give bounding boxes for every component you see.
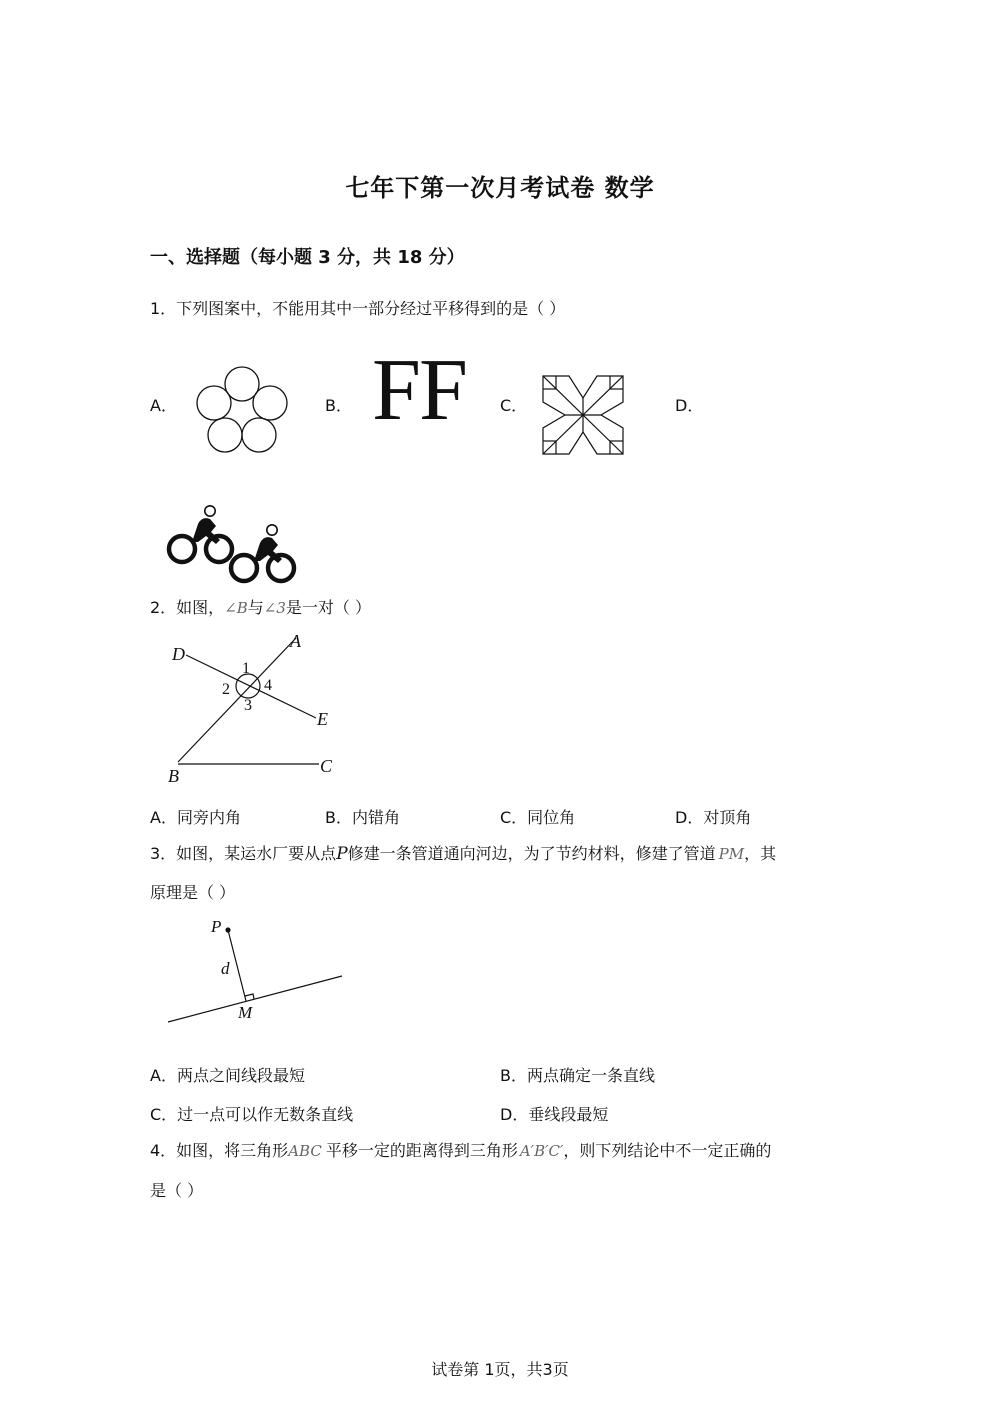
q2-option-c: C．同位角	[500, 808, 576, 827]
point-p: P	[336, 844, 348, 864]
q2-option-d: D．对顶角	[675, 808, 752, 827]
q2-option-a: A．同旁内角	[150, 808, 241, 827]
q2-stem-prefix: 2．如图，	[150, 598, 225, 617]
label-d: D	[172, 644, 185, 664]
ff-letters-figure: FF	[372, 342, 466, 439]
section-heading: 一、选择题（每小题 3 分，共 18 分）	[150, 247, 465, 268]
question-2-stem	[150, 598, 371, 618]
q3-option-d: D．垂线段最短	[500, 1105, 609, 1124]
label-angle-3: 3	[244, 697, 252, 714]
pinwheel-figure	[543, 376, 623, 454]
question-4-stem	[150, 1141, 771, 1161]
q2-option-b: B．内错角	[325, 808, 400, 827]
q4-stem-suffix: ，则下列结论中不一定正确的	[563, 1141, 772, 1160]
q1-option-c-label: C．	[500, 396, 528, 415]
label-c: C	[320, 756, 333, 776]
q3-option-a: A．两点之间线段最短	[150, 1066, 305, 1085]
segment-pm: PM	[718, 845, 745, 863]
label-d-distance: d	[221, 959, 230, 978]
q1-option-a-label: A．	[150, 396, 177, 415]
q2-stem-middle: 与	[247, 598, 264, 617]
cyclists-figure	[164, 502, 296, 584]
question-4-stem-line2: 是（ ）	[150, 1181, 204, 1200]
q1-option-d-label: D．	[675, 396, 704, 415]
five-circles-figure	[190, 364, 294, 456]
label-angle-2: 2	[222, 681, 230, 698]
q3-option-c: C．过一点可以作无数条直线	[150, 1105, 354, 1124]
label-e: E	[317, 709, 328, 729]
perpendicular-figure	[166, 914, 346, 1024]
page-title: 七年下第一次月考试卷 数学	[345, 174, 655, 202]
question-3-stem	[150, 844, 776, 864]
question-1-stem: 1．下列图案中，不能用其中一部分经过平移得到的是（ ）	[150, 299, 566, 318]
q3-option-b: B．两点确定一条直线	[500, 1066, 655, 1085]
question-3-stem-line2: 原理是（ ）	[150, 883, 236, 902]
angle-b: ∠B	[224, 599, 248, 617]
label-b: B	[168, 766, 179, 786]
q3-stem-prefix: 3．如图，某运水厂要从点	[150, 844, 337, 863]
page-footer: 试卷第 1页，共3页	[431, 1360, 569, 1379]
label-angle-4: 4	[264, 677, 272, 694]
q3-stem-suffix: ，其	[744, 844, 777, 863]
label-angle-1: 1	[242, 660, 250, 677]
triangle-abc: ABC	[288, 1142, 322, 1160]
triangle-abc-prime: A′B′C′	[519, 1142, 564, 1160]
q2-stem-suffix: 是一对（ ）	[285, 598, 372, 617]
label-m: M	[238, 1003, 253, 1022]
q4-stem-middle: 平移一定的距离得到三角形	[325, 1141, 518, 1160]
angles-figure	[166, 632, 346, 787]
q1-option-b-label: B．	[325, 396, 352, 415]
q3-stem-middle: 修建一条管道通向河边，为了节约材料，修建了管道	[347, 844, 716, 863]
label-p: P	[211, 917, 222, 936]
label-a: A	[290, 631, 301, 651]
angle-3: ∠3	[263, 599, 286, 617]
q4-stem-prefix: 4．如图，将三角形	[150, 1141, 289, 1160]
